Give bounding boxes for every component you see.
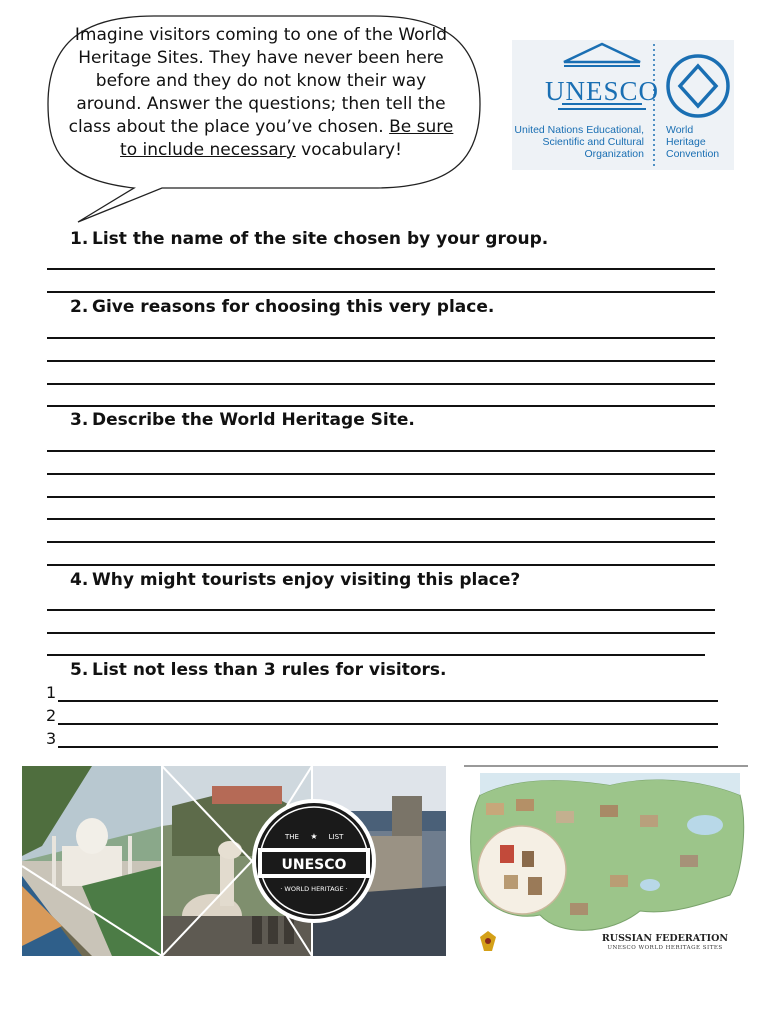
answer-line-1-1[interactable] — [47, 268, 715, 270]
question-3 — [70, 410, 415, 430]
instructions-underlined: Be sure to include necessary — [120, 117, 454, 160]
instructions-text — [62, 24, 460, 180]
answer-line-1-2[interactable] — [47, 291, 715, 293]
question-2 — [70, 297, 494, 317]
question-1-text: List the name of the site chosen by your group. — [92, 229, 549, 249]
question-3-number: 3. — [70, 410, 89, 430]
answer-line-3-4[interactable] — [47, 518, 715, 520]
badge-star-icon: ★ — [310, 832, 318, 841]
question-1-number: 1. — [70, 229, 89, 249]
rule-line-1[interactable] — [58, 700, 718, 702]
question-2-text: Give reasons for choosing this very place. — [92, 297, 495, 317]
rule-line-3[interactable] — [58, 746, 718, 748]
badge-main-text: UNESCO — [281, 857, 347, 873]
rule-number-2: 2 — [46, 706, 57, 725]
badge-top-left-text: THE — [285, 833, 299, 841]
answer-line-3-6[interactable] — [47, 564, 715, 566]
instructions-plain: Imagine visitors coming to one of the World Heritage Sites. They have never been here before and they do not know their way around. Answer the questions; then tell the class about the place you’ve chosen. — [68, 25, 448, 137]
russia-heritage-map-image — [460, 765, 750, 958]
question-4-text: Why might tourists enjoy visiting this place? — [92, 570, 521, 590]
world-heritage-collage-image — [22, 766, 446, 956]
answer-line-3-5[interactable] — [47, 541, 715, 543]
world-heritage-emblem-icon — [668, 56, 728, 116]
question-4 — [70, 570, 520, 590]
question-5-text: List not less than 3 rules for visitors. — [92, 660, 447, 680]
badge-top-right-text: LIST — [328, 833, 344, 841]
instructions-tail: vocabulary! — [301, 140, 402, 160]
map-title: RUSSIAN FEDERATION — [601, 933, 729, 944]
unesco-wordmark: UNESCO — [544, 76, 660, 106]
rule-line-2[interactable] — [58, 723, 718, 725]
question-1 — [70, 229, 548, 249]
unesco-org-name: United Nations Educational, Scientific and Cultural Organization — [514, 124, 644, 160]
answer-line-2-3[interactable] — [47, 383, 715, 385]
unesco-list-badge — [254, 801, 374, 921]
coat-of-arms-icon — [480, 931, 496, 951]
rule-number-3: 3 — [46, 729, 57, 748]
answer-line-2-4[interactable] — [47, 405, 715, 407]
question-4-number: 4. — [70, 570, 89, 590]
answer-line-4-2[interactable] — [47, 632, 715, 634]
answer-line-2-1[interactable] — [47, 337, 715, 339]
answer-line-4-3[interactable] — [47, 654, 705, 656]
badge-bottom-text: · WORLD HERITAGE · — [280, 885, 348, 893]
question-5-number: 5. — [70, 660, 89, 680]
map-subtitle: UNESCO WORLD HERITAGE SITES — [607, 945, 723, 951]
question-2-number: 2. — [70, 297, 89, 317]
answer-line-2-2[interactable] — [47, 360, 715, 362]
world-heritage-convention-name: World Heritage Convention — [666, 124, 720, 160]
answer-line-3-3[interactable] — [47, 496, 715, 498]
rule-number-1: 1 — [46, 683, 57, 702]
question-5 — [70, 660, 447, 680]
unesco-logo — [512, 40, 734, 170]
answer-line-3-1[interactable] — [47, 450, 715, 452]
answer-line-3-2[interactable] — [47, 473, 715, 475]
question-3-text: Describe the World Heritage Site. — [92, 410, 415, 430]
answer-line-4-1[interactable] — [47, 609, 715, 611]
